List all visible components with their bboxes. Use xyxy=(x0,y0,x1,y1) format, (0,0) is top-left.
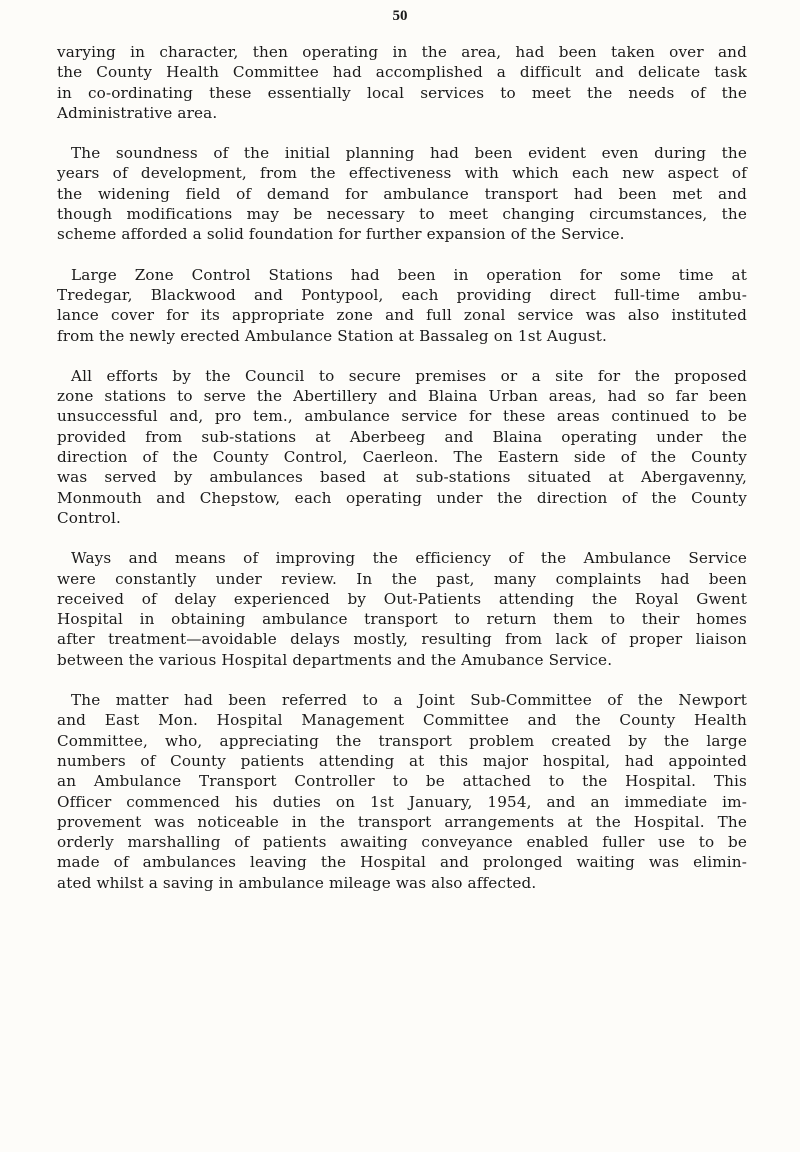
text-line: made of ambulances leaving the Hospital and prolonged waiting was elimin- xyxy=(57,853,747,872)
text-line: in co-ordinating these essentially local services to meet the needs of the xyxy=(57,83,747,102)
text-line: was served by ambulances based at sub-stations situated at Abergavenny, xyxy=(57,468,747,487)
page-number: 50 xyxy=(392,8,408,24)
text-line: though modifications may be necessary to meet changing circumstances, the xyxy=(57,205,747,224)
text-line: Ways and means of improving the efficiency of the Ambulance Service xyxy=(71,549,747,568)
text-line: provement was noticeable in the transport arrangements at the Hospital. The xyxy=(57,812,747,831)
text-line: Officer commenced his duties on 1st January, 1954, and an immediate im- xyxy=(57,792,747,811)
text-line: The matter had been referred to a Joint Sub-Committee of the Newport xyxy=(71,691,747,710)
text-line: varying in character, then operating in the area, had been taken over and xyxy=(57,43,747,61)
paragraph-1 xyxy=(57,42,747,123)
text-line: Control. xyxy=(57,508,121,527)
text-line: unsuccessful and, pro tem., ambulance service for these areas continued to be xyxy=(57,407,747,426)
text-line: The soundness of the initial planning had been evident even during the xyxy=(71,144,747,163)
text-line: provided from sub-stations at Aberbeeg and Blaina operating under the xyxy=(57,427,747,446)
paragraph-5 xyxy=(57,548,747,670)
text-line: the widening field of demand for ambulance transport had been met and xyxy=(57,184,747,203)
text-line: between the various Hospital departments and the Amubance Service. xyxy=(57,650,613,669)
text-line: Large Zone Control Stations had been in operation for some time at xyxy=(71,265,747,284)
text-line: received of delay experienced by Out-Patients attending the Royal Gwent xyxy=(57,589,747,608)
text-line: ated whilst a saving in ambulance mileage was also affected. xyxy=(57,873,537,892)
text-line: direction of the County Control, Caerleon. The Eastern side of the County xyxy=(57,448,747,467)
text-line: and East Mon. Hospital Management Committee and the County Health xyxy=(57,711,747,730)
text-line: were constantly under review. In the past, many complaints had been xyxy=(57,569,747,588)
text-line: Administrative area. xyxy=(57,103,218,122)
text-line: after treatment—avoidable delays mostly, resulting from lack of proper liaison xyxy=(57,630,747,649)
text-line: the County Health Committee had accomplished a difficult and delicate task xyxy=(57,63,747,82)
text-line: numbers of County patients attending at this major hospital, had appointed xyxy=(57,751,747,770)
text-line: orderly marshalling of patients awaiting conveyance enabled fuller use to be xyxy=(57,833,747,852)
text-line: Monmouth and Chepstow, each operating under the direction of the County xyxy=(57,488,747,507)
paragraph-2 xyxy=(57,143,747,244)
text-line: All efforts by the Council to secure premises or a site for the proposed xyxy=(71,366,747,385)
text-line: an Ambulance Transport Controller to be attached to the Hospital. This xyxy=(57,772,747,791)
text-line: Committee, who, appreciating the transport problem created by the large xyxy=(57,731,747,750)
text-line: years of development, from the effectiveness with which each new aspect of xyxy=(57,164,747,183)
text-line: lance cover for its appropriate zone and full zonal service was also instituted xyxy=(57,306,747,325)
paragraph-4 xyxy=(57,366,747,528)
text-line: scheme afforded a solid foundation for further expansion of the Service. xyxy=(57,225,625,244)
text-line: Hospital in obtaining ambulance transport to return them to their homes xyxy=(57,610,747,629)
text-line: zone stations to serve the Abertillery and Blaina Urban areas, had so far been xyxy=(57,387,747,406)
body-text xyxy=(57,42,747,913)
paragraph-6 xyxy=(57,690,747,893)
text-line: from the newly erected Ambulance Station at Bassaleg on 1st August. xyxy=(57,326,607,345)
paragraph-3 xyxy=(57,265,747,346)
text-line: Tredegar, Blackwood and Pontypool, each providing direct full-time ambu- xyxy=(57,285,747,304)
